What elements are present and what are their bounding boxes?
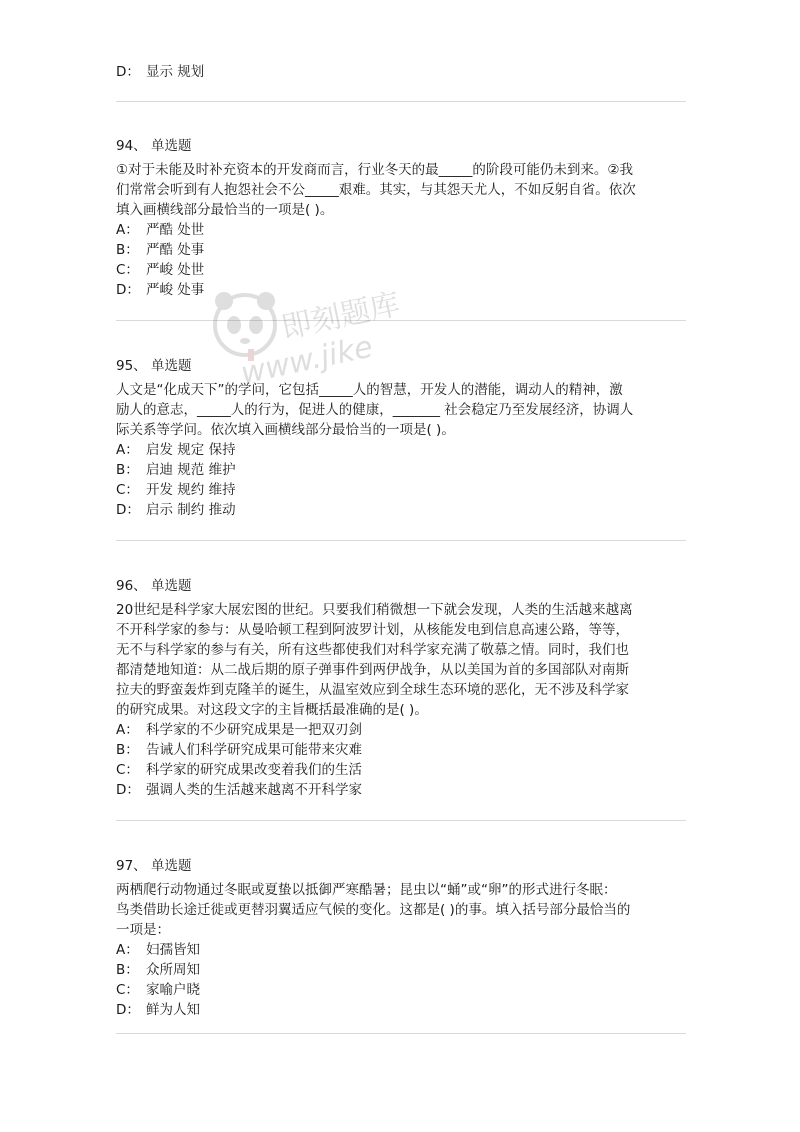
question-96 [116,576,686,800]
option-c [116,760,686,780]
option-text: 科学家的不少研究成果是一把双刃剑 [146,722,362,738]
question-header: 96、 单选题 [116,578,192,594]
option-text: 启发 规定 保持 [146,442,236,458]
option-letter: C： [116,982,139,998]
stem-line: 们常常会听到有人抱怨社会不公_____艰难。其实，与其怨天尤人，不如反躬自省。依次 [116,182,636,198]
option-b [116,240,686,260]
stem-line: 一项是： [116,922,170,938]
option-letter: C： [116,482,139,498]
question-separator [116,820,686,821]
question-94 [116,136,686,300]
option-letter: C： [116,262,139,278]
option-d [116,780,686,800]
stem-line: 20世纪是科学家大展宏图的世纪。只要我们稍微想一下就会发现，人类的生活越来越离 [116,602,633,618]
option-text: 显示 规划 [146,64,205,80]
option-text: 妇孺皆知 [146,942,200,958]
option-letter: B： [116,742,139,758]
option-text: 家喻户晓 [146,982,200,998]
option-text: 严酷 处世 [146,222,205,238]
stem-line: 的研究成果。对这段文字的主旨概括最准确的是( )。 [116,702,428,718]
option-b [116,460,686,480]
question-header: 97、 单选题 [116,858,192,874]
watermark-url: www.jike [237,329,376,392]
option-a [116,440,686,460]
option-text: 严峻 处事 [146,282,205,298]
question-header: 95、 单选题 [116,358,192,374]
option-c [116,260,686,280]
stem-line: 不开科学家的参与：从曼哈顿工程到阿波罗计划，从核能发电到信息高速公路，等等， [116,622,629,638]
option-text: 启示 制约 推动 [146,502,236,518]
stem-line: ①对于未能及时补充资本的开发商而言，行业冬天的最_____的阶段可能仍未到来。②我 [116,162,633,178]
option-letter: D： [116,282,140,298]
option-letter: D： [116,1002,140,1018]
option-text: 科学家的研究成果改变着我们的生活 [146,762,362,778]
option-letter: B： [116,242,139,258]
option-text: 严峻 处世 [146,262,205,278]
option-letter: D： [116,64,140,80]
option-a [116,220,686,240]
option-text: 开发 规约 维持 [146,482,236,498]
option-letter: A： [116,442,139,458]
option-d [116,1000,686,1020]
stem-line: 无不与科学家的参与有关，所有这些都使我们对科学家充满了敬慕之情。同时，我们也 [116,642,629,658]
option-text: 众所周知 [146,962,200,978]
question-stem [116,600,686,720]
option-letter: A： [116,722,139,738]
watermark [210,285,470,415]
previous-question-tail [116,62,686,82]
option-text: 启迪 规范 维护 [146,462,236,478]
option-text: 告诫人们科学研究成果可能带来灾难 [146,742,362,758]
option-text: 严酷 处事 [146,242,205,258]
question-separator [116,1033,686,1034]
option-c [116,480,686,500]
question-97 [116,856,686,1020]
option-letter: D： [116,782,140,798]
option-text: 鲜为人知 [146,1002,200,1018]
question-stem [116,880,686,940]
stem-line: 人文是“化成天下”的学问，它包括_____人的智慧，开发人的潜能，调动人的精神，激 [116,382,623,398]
stem-line: 两栖爬行动物通过冬眠或夏蛰以抵御严寒酷暑；昆虫以“蛹”或“卵”的形式进行冬眠： [116,882,617,898]
option-letter: A： [116,942,139,958]
watermark-brand: 即刻题库 [278,286,404,347]
stem-line: 励人的意志，_____人的行为，促进人的健康，_______ 社会稳定乃至发展经济，协调人 [116,402,634,418]
option-text: 强调人类的生活越来越离不开科学家 [146,782,362,798]
option-b [116,740,686,760]
stem-line: 际关系等学问。依次填入画横线部分最恰当的一项是( )。 [116,422,455,438]
option-a [116,940,686,960]
option-c [116,980,686,1000]
option-letter: B： [116,962,139,978]
option-d [116,500,686,520]
option-letter: C： [116,762,139,778]
question-separator [116,540,686,541]
stem-line: 填入画横线部分最恰当的一项是( )。 [116,202,334,218]
option-letter: D： [116,502,140,518]
question-stem [116,160,686,220]
stem-line: 拉夫的野蛮轰炸到克隆羊的诞生，从温室效应到全球生态环境的恶化，无不涉及科学家 [116,682,629,698]
option-a [116,720,686,740]
question-header: 94、 单选题 [116,138,192,154]
question-separator [116,101,686,102]
option-letter: B： [116,462,139,478]
stem-line: 鸟类借助长途迁徙或更替羽翼适应气候的变化。这都是( )的事。填入括号部分最恰当的 [116,902,631,918]
option-letter: A： [116,222,139,238]
stem-line: 都清楚地知道：从二战后期的原子弹事件到两伊战争，从以美国为首的多国部队对南斯 [116,662,629,678]
option-d [116,62,686,82]
option-b [116,960,686,980]
